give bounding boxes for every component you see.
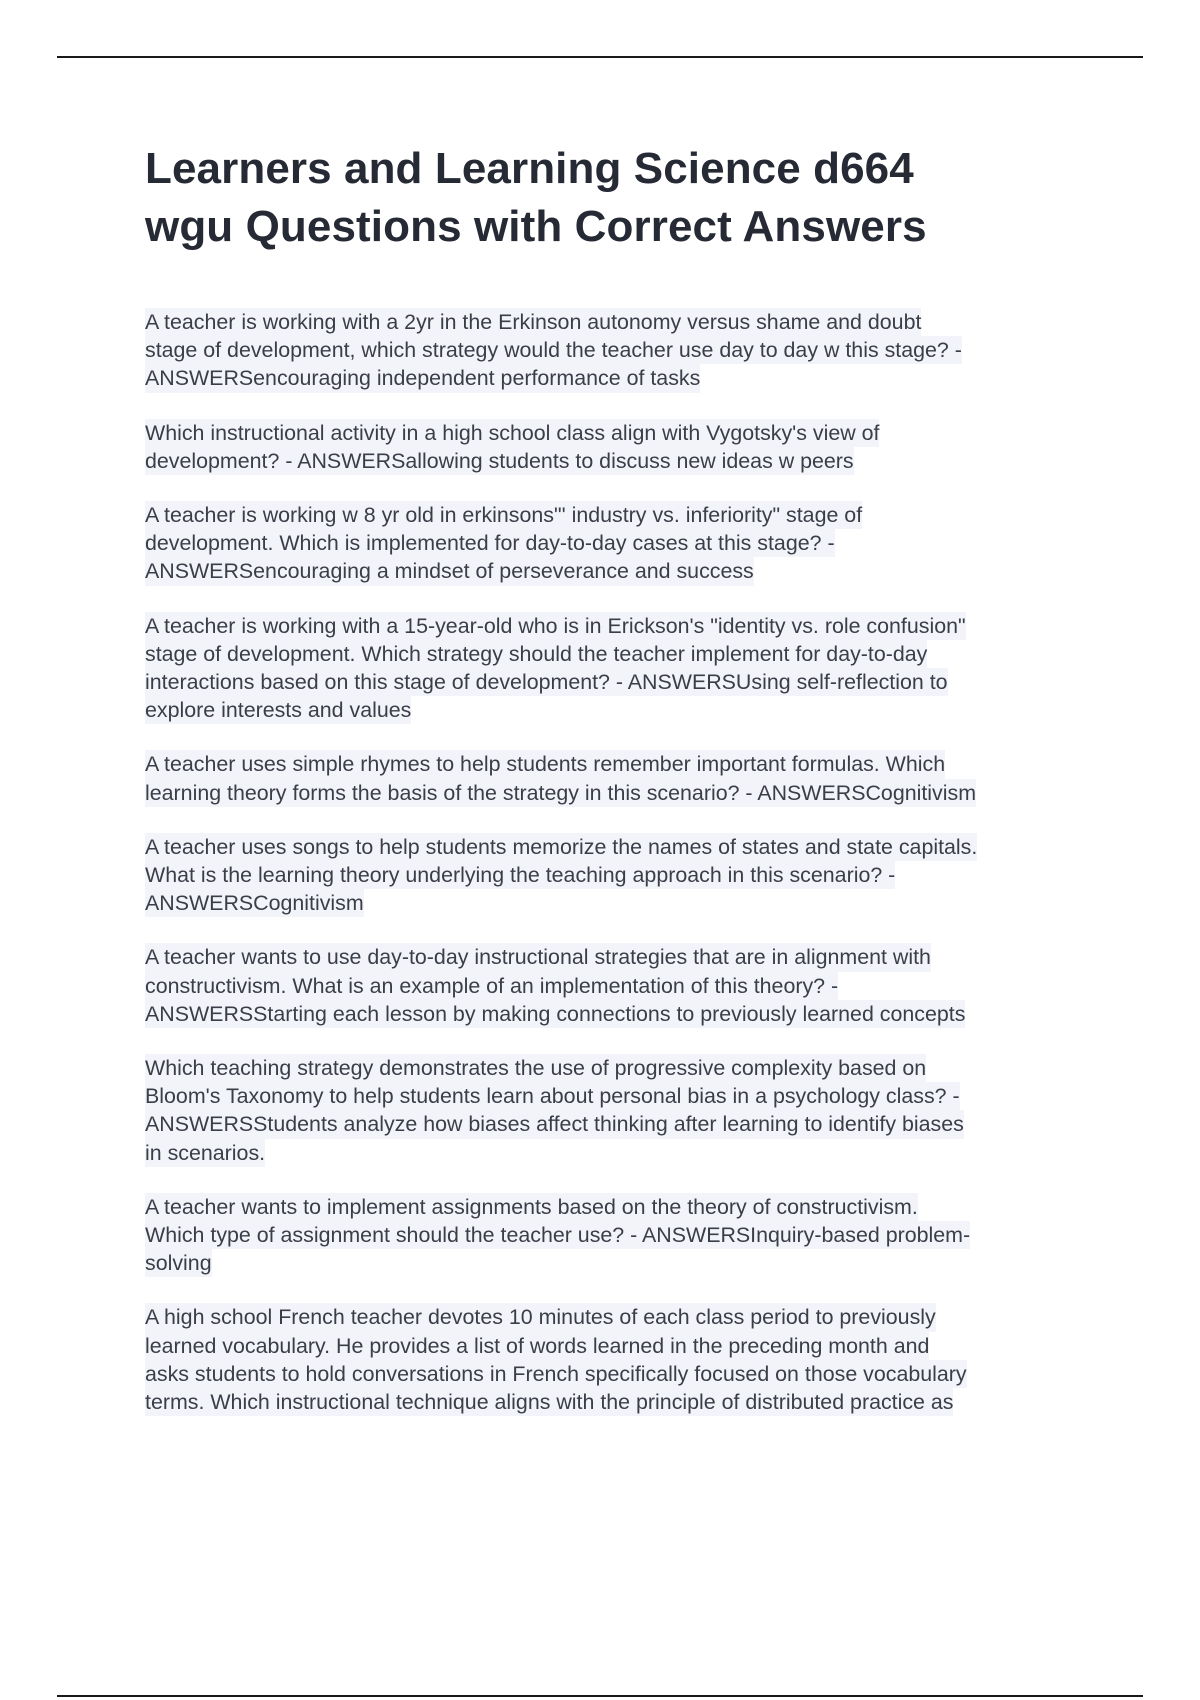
qa-item (145, 1193, 1095, 1278)
qa-line: stage of development. Which strategy should the teacher implement for day-to-day (145, 640, 927, 668)
qa-line: A teacher wants to use day-to-day instructional strategies that are in alignment with (145, 943, 931, 971)
qa-item (145, 1054, 1095, 1167)
qa-line: A teacher is working with a 15-year-old who is in Erickson's "identity vs. role confusion" (145, 612, 966, 640)
qa-item (145, 612, 1095, 725)
qa-line: Bloom's Taxonomy to help students learn about personal bias in a psychology class? - (145, 1082, 960, 1110)
qa-line: A high school French teacher devotes 10 minutes of each class period to previously (145, 1303, 936, 1331)
qa-line: ANSWERSStarting each lesson by making connections to previously learned concepts (145, 1000, 965, 1028)
qa-line: learned vocabulary. He provides a list of words learned in the preceding month and (145, 1332, 929, 1360)
qa-line: Which type of assignment should the teacher use? - ANSWERSInquiry-based problem- (145, 1221, 970, 1249)
qa-line: in scenarios. (145, 1139, 265, 1167)
qa-line: terms. Which instructional technique aligns with the principle of distributed practice as (145, 1388, 953, 1416)
qa-line: A teacher uses songs to help students memorize the names of states and state capitals. (145, 833, 977, 861)
qa-line: constructivism. What is an example of an implementation of this theory? - (145, 972, 838, 1000)
qa-line: asks students to hold conversations in French specifically focused on those vocabulary (145, 1360, 967, 1388)
qa-item (145, 833, 1095, 918)
qa-list (145, 308, 1095, 1416)
bottom-rule (57, 1695, 1143, 1697)
qa-item (145, 750, 1095, 806)
qa-line: ANSWERSCognitivism (145, 889, 364, 917)
qa-line: Which teaching strategy demonstrates the use of progressive complexity based on (145, 1054, 926, 1082)
qa-line: A teacher is working with a 2yr in the Erkinson autonomy versus shame and doubt (145, 308, 921, 336)
qa-line: explore interests and values (145, 696, 411, 724)
qa-item (145, 1303, 1095, 1416)
qa-line: ANSWERSStudents analyze how biases affect thinking after learning to identify biases (145, 1110, 964, 1138)
qa-line: A teacher wants to implement assignments based on the theory of constructivism. (145, 1193, 918, 1221)
qa-item (145, 419, 1095, 475)
document-page (145, 140, 1095, 1442)
qa-line: development. Which is implemented for day-to-day cases at this stage? - (145, 529, 835, 557)
qa-item (145, 943, 1095, 1028)
qa-line: development? - ANSWERSallowing students to discuss new ideas w peers (145, 447, 854, 475)
qa-line: ANSWERSencouraging independent performance of tasks (145, 364, 700, 392)
qa-line: What is the learning theory underlying the teaching approach in this scenario? - (145, 861, 895, 889)
qa-line: Which instructional activity in a high school class align with Vygotsky's view of (145, 419, 879, 447)
title-line-1: Learners and Learning Science d664 (145, 144, 914, 193)
qa-line: A teacher is working w 8 yr old in erkinsons"' industry vs. inferiority" stage of (145, 501, 862, 529)
qa-line: solving (145, 1249, 212, 1277)
qa-item (145, 501, 1095, 586)
qa-line: A teacher uses simple rhymes to help students remember important formulas. Which (145, 750, 945, 778)
document-title (145, 140, 1095, 256)
qa-item (145, 308, 1095, 393)
title-line-2: wgu Questions with Correct Answers (145, 202, 927, 251)
qa-line: ANSWERSencouraging a mindset of perseverance and success (145, 557, 754, 585)
qa-line: learning theory forms the basis of the strategy in this scenario? - ANSWERSCognitivism (145, 779, 976, 807)
qa-line: stage of development, which strategy would the teacher use day to day w this stage? - (145, 336, 962, 364)
top-rule (57, 56, 1143, 58)
qa-line: interactions based on this stage of development? - ANSWERSUsing self-reflection to (145, 668, 948, 696)
